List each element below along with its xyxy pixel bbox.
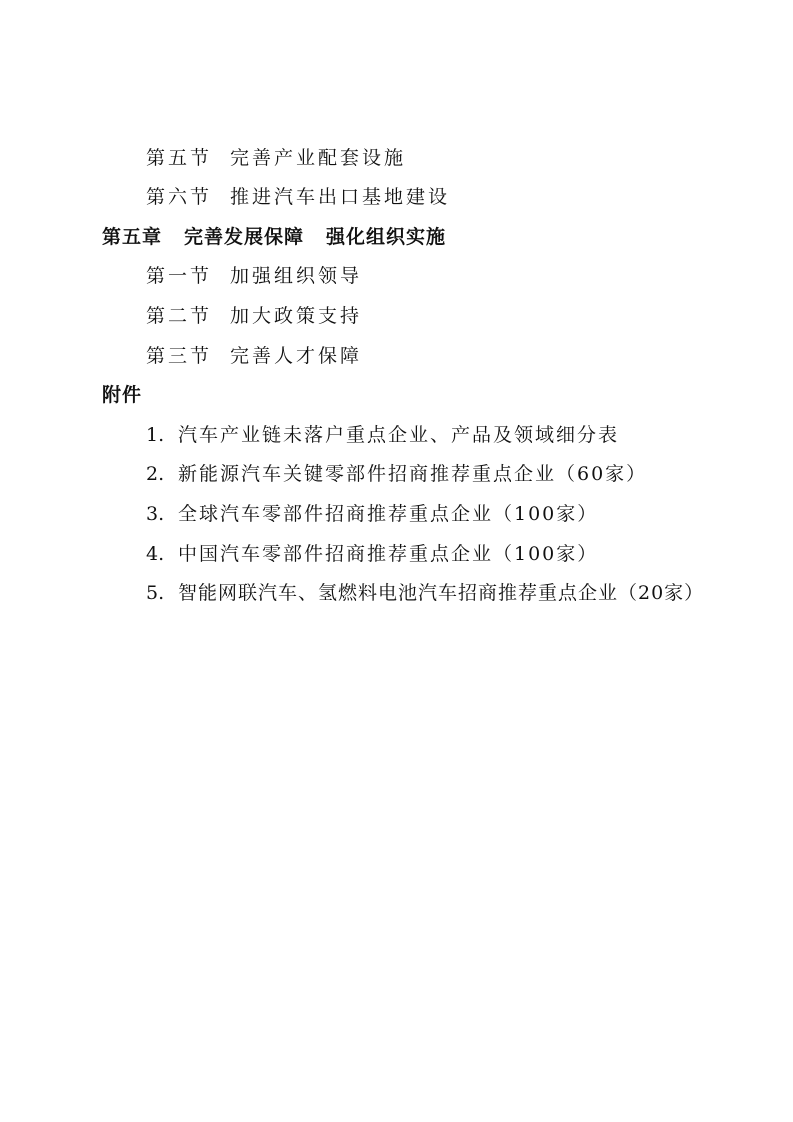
appendix-item-3 (146, 502, 598, 526)
toc-section-2 (146, 304, 362, 328)
appendix-item-text: 汽车产业链未落户重点企业、产品及领域细分表 (178, 424, 620, 446)
section-number: 第二节 (146, 305, 213, 327)
appendix-item-text: 全球汽车零部件招商推荐重点企业（100家） (178, 503, 599, 525)
appendix-item-index: 2. (146, 463, 165, 485)
appendix-item-text: 智能网联汽车、氢燃料电池汽车招商推荐重点企业（20家） (178, 582, 705, 604)
appendix-item-text: 新能源汽车关键零部件招商推荐重点企业（60家） (178, 463, 648, 485)
chapter-title-part-a: 完善发展保障 (184, 226, 305, 248)
appendix-item-text: 中国汽车零部件招商推荐重点企业（100家） (178, 543, 599, 565)
section-number: 第三节 (146, 345, 213, 367)
appendix-item-index: 3. (146, 503, 165, 525)
toc-section-6 (146, 185, 450, 209)
appendix-item-4 (146, 542, 598, 566)
toc-section-1 (146, 264, 362, 288)
toc-section-5 (146, 146, 406, 170)
toc-section-3 (146, 344, 362, 368)
section-title: 加大政策支持 (230, 305, 363, 327)
appendix-item-index: 5. (146, 582, 165, 604)
section-number: 第一节 (146, 265, 213, 287)
section-number: 第六节 (146, 186, 213, 208)
toc-chapter-5 (102, 225, 446, 249)
appendix-item-index: 4. (146, 543, 165, 565)
appendix-item-2 (146, 462, 647, 486)
appendix-heading: 附件 (102, 384, 143, 406)
section-title: 推进汽车出口基地建设 (230, 186, 451, 208)
section-title: 完善产业配套设施 (230, 147, 407, 169)
chapter-number: 第五章 (102, 226, 163, 248)
appendix-item-index: 1. (146, 424, 165, 446)
appendix-item-5 (146, 581, 704, 605)
section-title: 加强组织领导 (230, 265, 363, 287)
section-title: 完善人才保障 (230, 345, 363, 367)
appendix-item-1 (146, 423, 619, 447)
section-number: 第五节 (146, 147, 213, 169)
chapter-title-part-b: 强化组织实施 (326, 226, 447, 248)
